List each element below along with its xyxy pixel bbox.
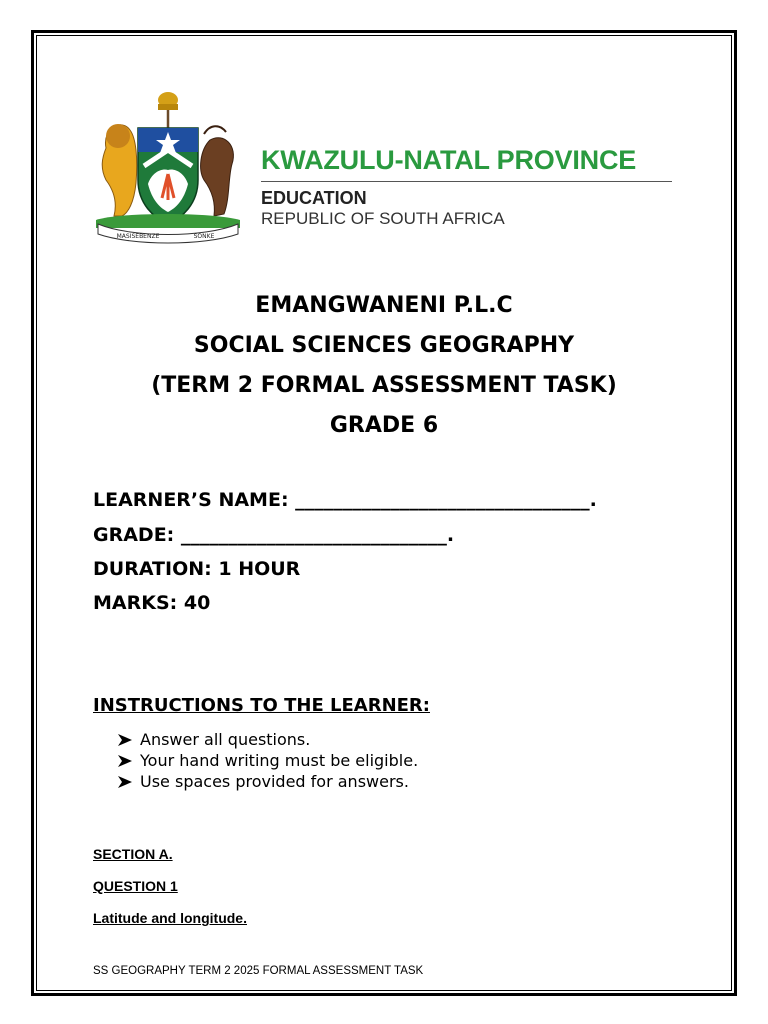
country-name: REPUBLIC OF SOUTH AFRICA (261, 209, 505, 228)
list-item (116, 729, 418, 750)
instructions-list (116, 729, 418, 792)
subject-title: SOCIAL SCIENCES GEOGRAPHY (193, 333, 575, 358)
school-name: EMANGWANENI P.L.C (255, 293, 513, 318)
arrow-bullet-icon (116, 733, 134, 747)
crest-motto-right: SONKE (193, 233, 215, 240)
instruction-text: Your hand writing must be eligible. (140, 751, 419, 770)
instruction-text: Answer all questions. (140, 730, 311, 749)
topic-label: Latitude and longitude. (93, 910, 247, 926)
list-item (116, 771, 418, 792)
instruction-text: Use spaces provided for answers. (140, 772, 409, 791)
page-footer: SS GEOGRAPHY TERM 2 2025 FORMAL ASSESSMENT TASK (93, 965, 424, 977)
arrow-bullet-icon (116, 775, 134, 789)
grade-field[interactable]: GRADE: ____________________________. (93, 524, 455, 546)
section-label: SECTION A. (93, 846, 173, 862)
task-title: (TERM 2 FORMAL ASSESSMENT TASK) (151, 373, 617, 398)
title-block (36, 286, 732, 446)
marks-label: MARKS: 40 (93, 592, 211, 614)
province-name: KWAZULU-NATAL PROVINCE (261, 145, 637, 175)
question-label: QUESTION 1 (93, 878, 178, 894)
learner-name-field[interactable]: LEARNER’S NAME: _______________________________. (93, 489, 597, 511)
list-item (116, 750, 418, 771)
crest-motto-left: MASISEBENZE (116, 233, 160, 240)
department-name: EDUCATION (261, 188, 367, 208)
kzn-coat-of-arms-icon (92, 88, 244, 248)
grade-title: GRADE 6 (329, 413, 439, 438)
logo-divider (261, 181, 672, 182)
duration-label: DURATION: 1 HOUR (93, 558, 301, 580)
arrow-bullet-icon (116, 754, 134, 768)
instructions-heading: INSTRUCTIONS TO THE LEARNER: (93, 695, 430, 716)
